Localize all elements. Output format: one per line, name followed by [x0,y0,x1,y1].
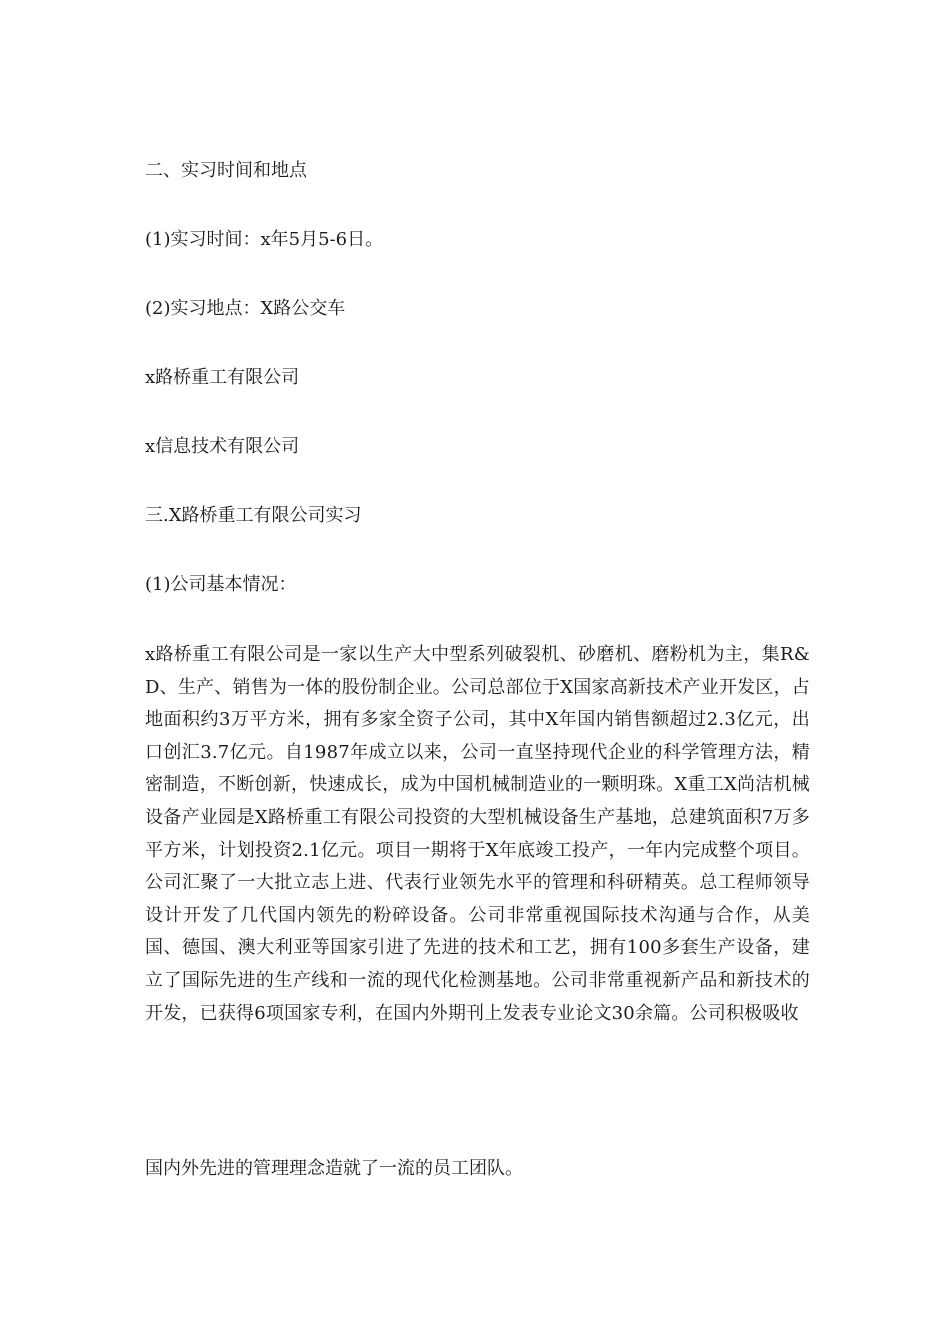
section-heading-company-internship: 三.X路桥重工有限公司实习 [145,505,362,526]
internship-place-item: (2)实习地点：X路公交车 [145,298,346,319]
internship-time-item: (1)实习时间：x年5月5-6日。 [145,229,384,250]
company-basic-info-paragraph: x路桥重工有限公司是一家以生产大中型系列破裂机、砂磨机、磨粉机为主，集R&D、生产、销售为一体的股份制企业。公司总部位于X国家高新技术产业开发区，占地面积约3万平方米，拥有多家全资子公司，其中X年国内销售额超过2.3亿元，出口创汇3.7亿元。自1987年成立以来，公司一直坚持现代企业的科学管理方法，精密制造，不断创新，快速成长，成为中国机械制造业的一颗明珠。X重工X尚洁机械设备产业园是X路桥重工有限公司投资的大型机械设备生产基地，总建筑面积7万多平方米，计划投资2.1亿元。项目一期将于X年底竣工投产，一年内完成整个项目。公司汇聚了一大批立志上进、代表行业领先水平的管理和科研精英。总工程师领导设计开发了几代国内领先的粉碎设备。公司非常重视国际技术沟通与合作，从美国、德国、澳大利亚等国家引进了先进的技术和工艺，拥有100多套生产设备，建立了国际先进的生产线和一流的现代化检测基地。公司非常重视新产品和新技术的开发，已获得6项国家专利，在国内外期刊上发表专业论文30余篇。公司积极吸收 [145,644,810,1024]
company-basic-info-heading: (1)公司基本情况： [145,574,297,595]
section-heading-time-place: 二、实习时间和地点 [145,160,307,181]
closing-line: 国内外先进的管理理念造就了一流的员工团队。 [145,1158,523,1179]
internship-place-company-1: x路桥重工有限公司 [145,367,300,388]
internship-place-company-2: x信息技术有限公司 [145,436,300,457]
